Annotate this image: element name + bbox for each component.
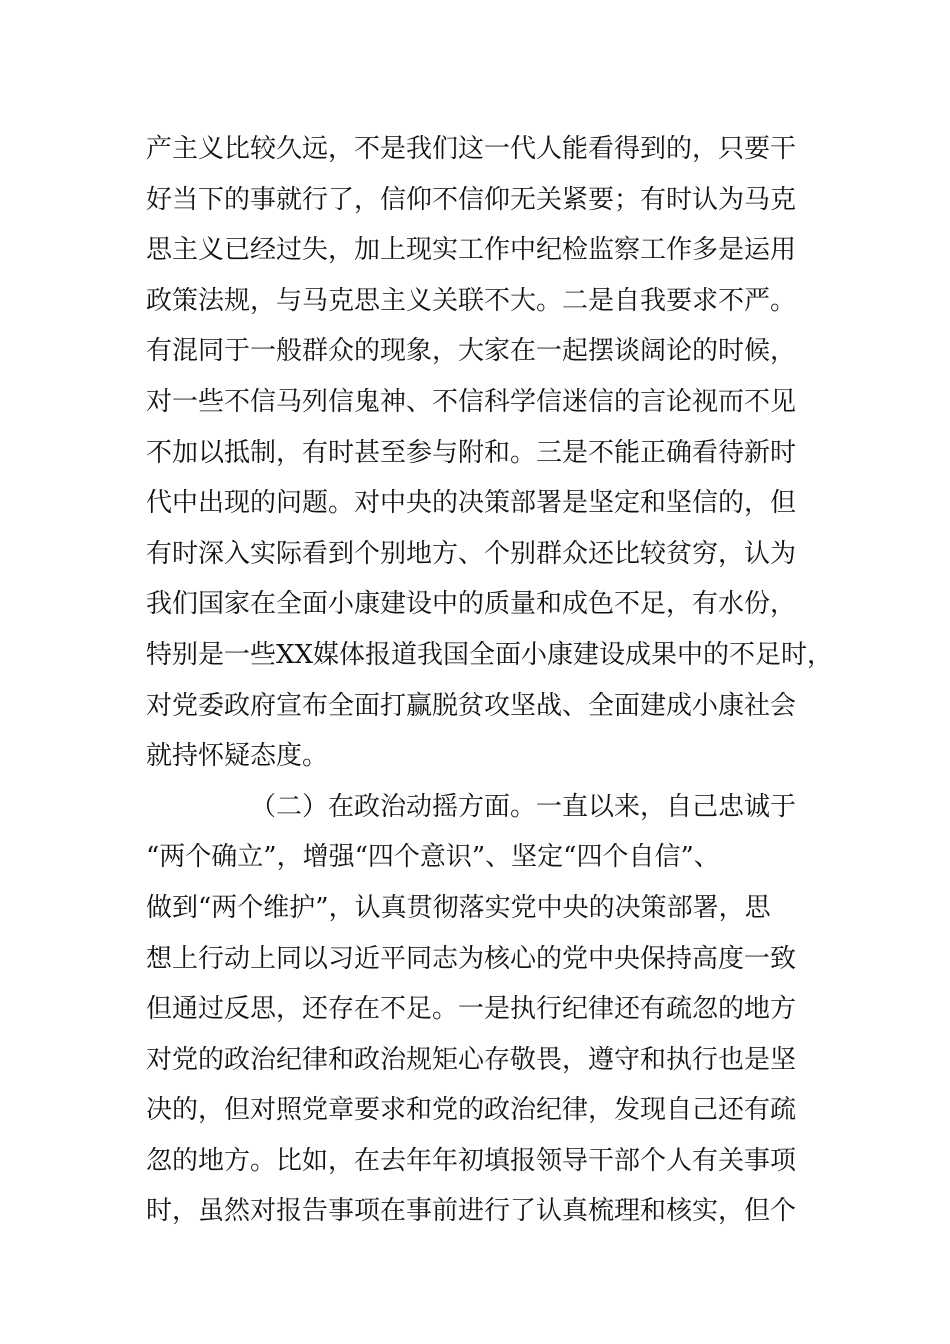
text-line: 忽的地方。比如，在去年年初填报领导干部个人有关事项 [146,1145,797,1176]
text-line: 代中出现的问题。对中央的决策部署是坚定和坚信的，但 [146,488,797,519]
body-text [146,124,834,1237]
text-line: 想上行动上同以习近平同志为核心的党中央保持高度一致 [146,943,797,974]
text-line: 不加以抵制，有时甚至参与附和。三是不能正确看待新时 [146,437,797,468]
text-line: 对党的政治纪律和政治规矩心存敬畏，遵守和执行也是坚 [146,1044,797,1075]
text-line: 决的，但对照党章要求和党的政治纪律，发现自己还有疏 [146,1095,797,1126]
text-line: 对一些不信马列信鬼神、不信科学信迷信的言论视而不见 [146,386,797,417]
text-line: 我们国家在全面小康建设中的质量和成色不足，有水份， [146,589,797,620]
text-line: 时，虽然对报告事项在事前进行了认真梳理和核实，但个 [146,1196,797,1227]
text-line: 就持怀疑态度。 [146,741,329,772]
text-line: 有混同于一般群众的现象，大家在一起摆谈阔论的时候， [146,336,797,367]
text-line: 做到“两个维护”，认真贯彻落实党中央的决策部署，思 [146,892,771,923]
text-line: 好当下的事就行了，信仰不信仰无关紧要；有时认为马克 [146,184,797,215]
text-line: 有时深入实际看到个别地方、个别群众还比较贫穷，认为 [146,538,797,569]
text-line: 特别是一些XX媒体报道我国全面小康建设成果中的不足时， [146,639,834,670]
section-heading-line: （二）在政治动摇方面。一直以来，自己忠诚于 [250,791,797,822]
text-line: 政策法规，与马克思主义关联不大。二是自我要求不严。 [146,285,797,316]
text-line: 但通过反思，还存在不足。一是执行纪律还有疏忽的地方 [146,994,797,1025]
text-line: “两个确立”，增强“四个意识”、坚定“四个自信”、 [146,842,720,873]
text-line: 对党委政府宣布全面打赢脱贫攻坚战、全面建成小康社会 [146,690,797,721]
text-line: 产主义比较久远，不是我们这一代人能看得到的，只要干 [146,134,797,164]
text-line: 思主义已经过失，加上现实工作中纪检监察工作多是运用 [146,235,797,266]
